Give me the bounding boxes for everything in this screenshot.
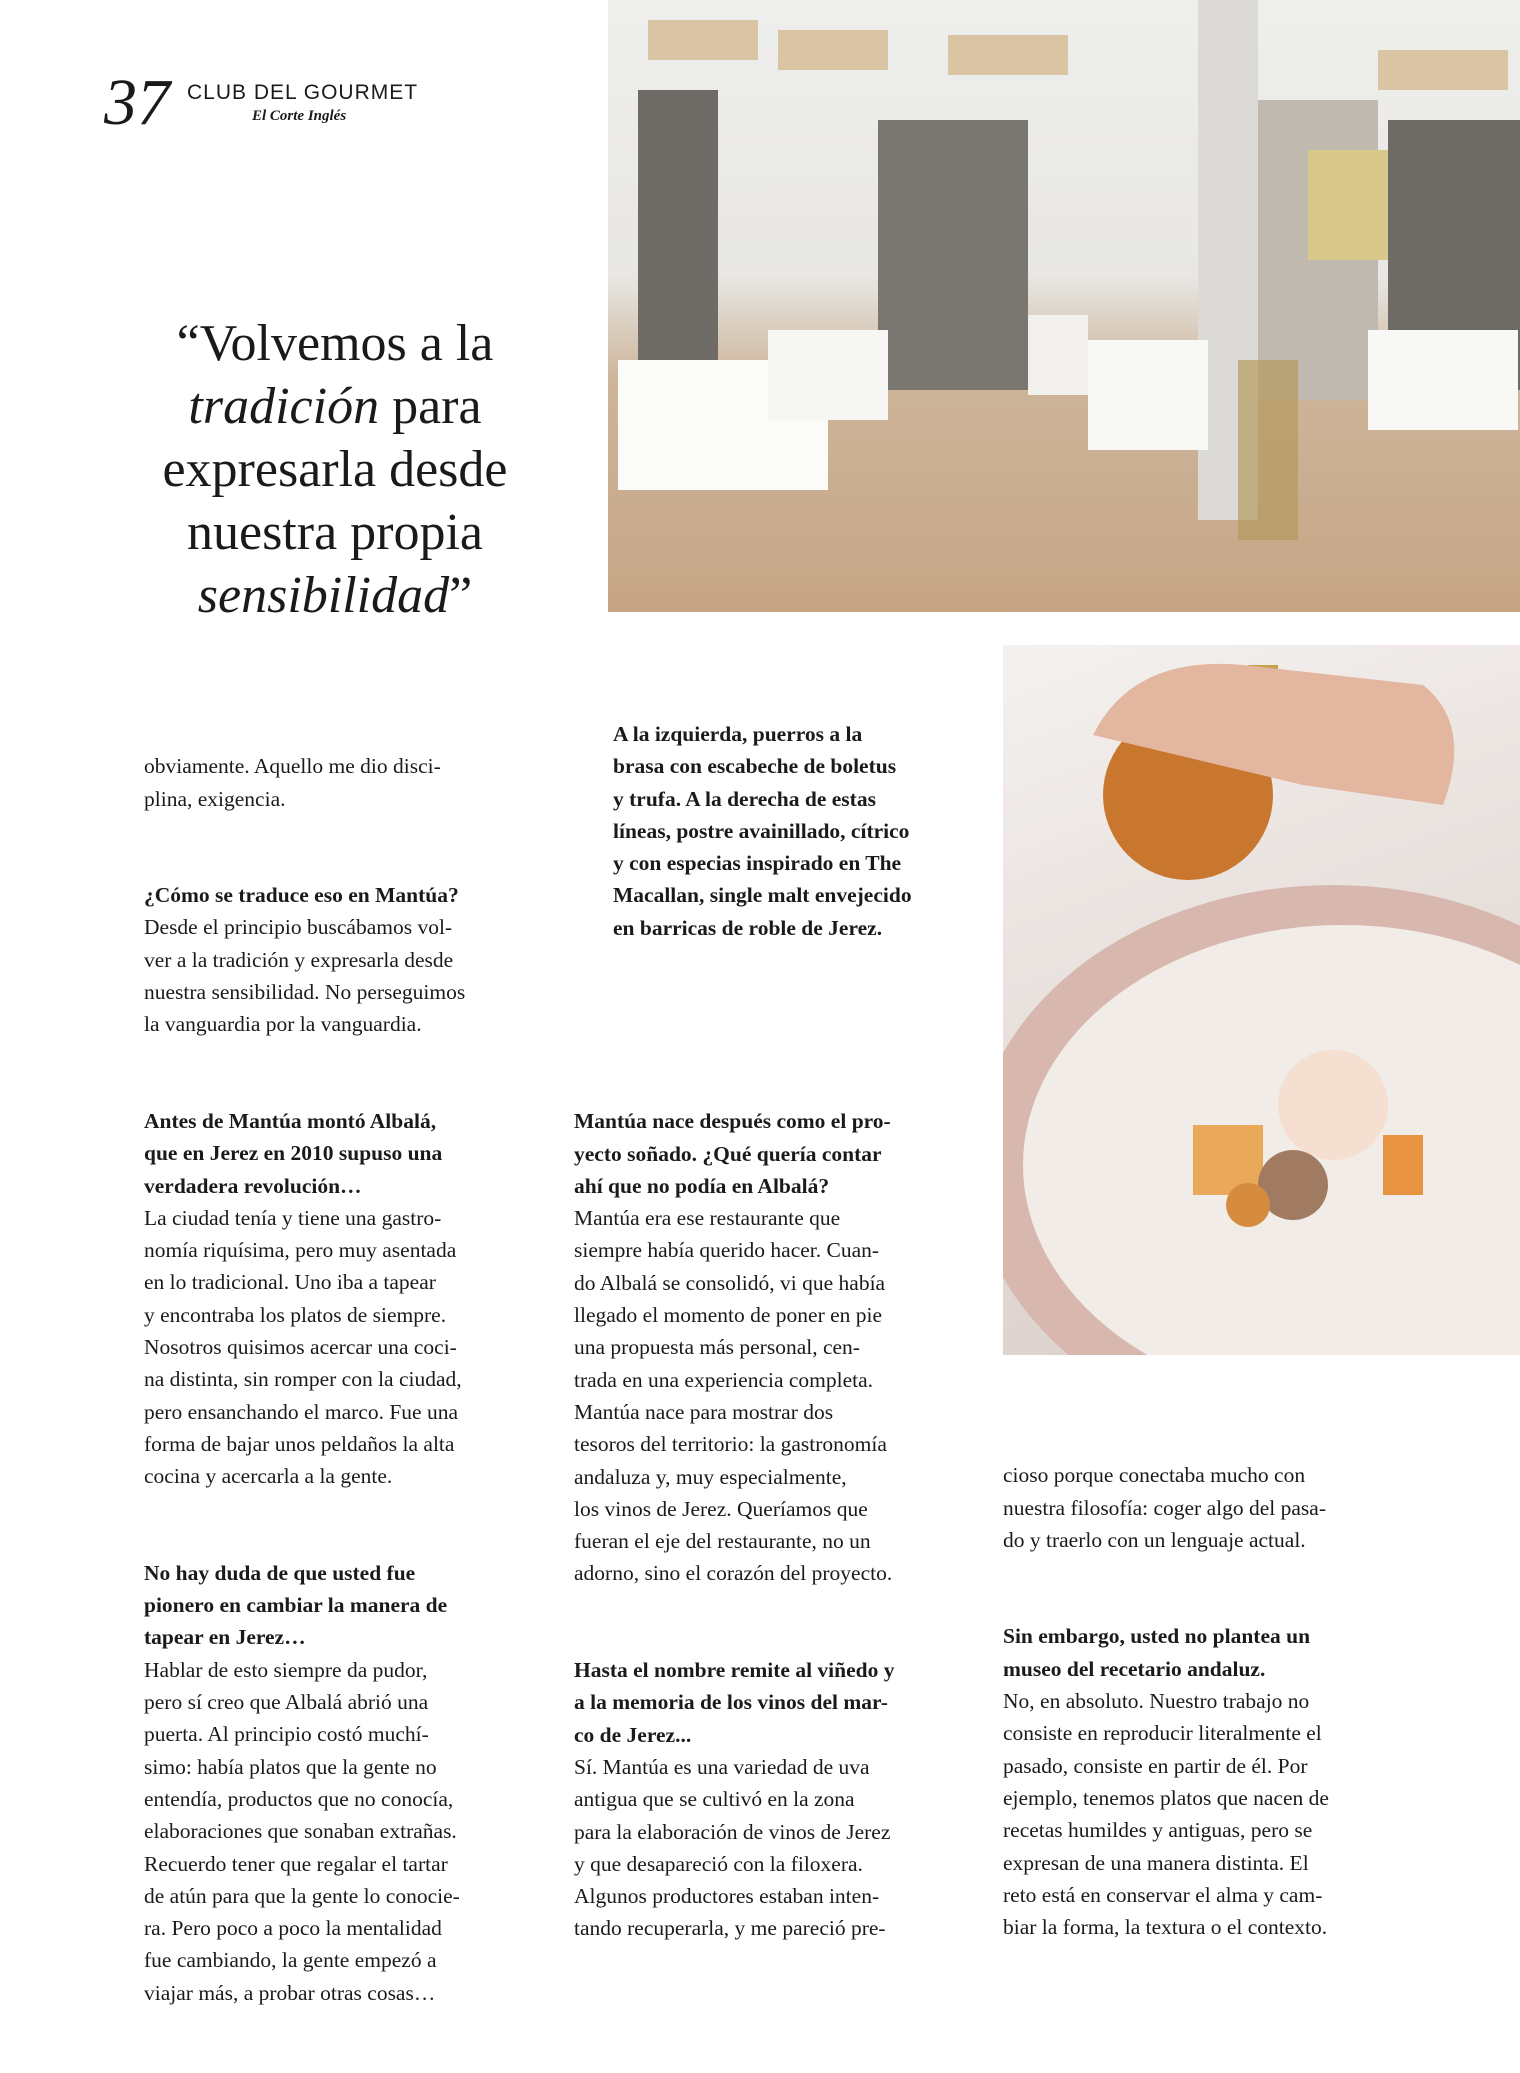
quote-emphasis: sensibilidad [197, 567, 450, 624]
quote-emphasis: tradición [188, 378, 380, 435]
paragraph [144, 1557, 544, 2009]
paragraph [1003, 1459, 1403, 1556]
article-column-2 [574, 1073, 974, 2009]
answer-text: No, en absoluto. Nuestro trabajo no consiste en reproducir literalmente el pasado, consiste en partir de él. Por ejemplo, tenemos platos que nacen de recetas humildes y antiguas, pero se expresan de una manera distinta. El reto está en conservar el alma y cam- biar la forma, la textura o el contexto. [1003, 1689, 1329, 1940]
quote-line: “Volvemos a la [176, 315, 494, 372]
question-text: Sin embargo, usted no plantea un museo del recetario andaluz. [1003, 1624, 1311, 1681]
quote-text: ” [449, 567, 473, 624]
paragraph [574, 1654, 974, 1945]
section-title: CLUB DEL GOURMET [187, 81, 419, 104]
page-number: 37 [104, 66, 170, 139]
paragraph [144, 1105, 544, 1493]
article-column-3 [1003, 1427, 1403, 2008]
question-text: Antes de Mantúa montó Albalá, que en Jerez en 2010 supuso una verdadera revolución… [144, 1108, 443, 1198]
restaurant-dining-room-photo [608, 0, 1520, 612]
quote-line: nuestra propia [186, 504, 483, 561]
question-text: No hay duda de que usted fue pionero en cambiar la manera de tapear en Jerez… [144, 1560, 448, 1650]
answer-text: Sí. Mantúa es una variedad de uva antigua que se cultivó en la zona para la elaboración de vinos de Jerez y que desapareció con la filoxera. Algunos productores estaban inten- tando recuperarla, y me pareció pre- [574, 1754, 891, 1941]
answer-text: Desde el principio buscábamos vol- ver a la tradición y expresarla desde nuestra sensibilidad. No perseguimos la vanguardia por la vanguardia. [144, 915, 466, 1037]
paragraph [574, 1105, 974, 1589]
question-text: Mantúa nace después como el pro- yecto soñado. ¿Qué quería contar ahí que no podía en Albalá? [574, 1109, 891, 1198]
answer-text: La ciudad tenía y tiene una gastro- nomía riquísima, pero muy asentada en lo tradicional. Uno iba a tapear y encontraba los platos de siempre. Nosotros quisimos acercar una coci- na distinta, sin romper con la ciudad, pero ensanchando el marco. Fue una forma de bajar unos peldaños la alta cocina y acercarla a la gente. [144, 1205, 462, 1489]
quote-line [120, 375, 550, 438]
quote-text: para [379, 378, 482, 435]
photo-caption: A la izquierda, puerros a la brasa con escabeche de boletus y trufa. A la derecha de estas líneas, postre avainillado, cítrico y con especias inspirado en The Macallan, single malt envejecido en barricas de roble de Jerez. [613, 722, 912, 940]
question-text: ¿Cómo se traduce eso en Mantúa? [144, 883, 459, 908]
quote-line [120, 564, 550, 627]
paragraph [144, 879, 544, 1040]
answer-text: Hablar de esto siempre da pudor, pero sí creo que Albalá abrió una puerta. Al principio costó muchí- simo: había platos que la gente no entendía, productos que no conocía, elaboraciones que sonaban extrañas. Recuerdo tener que regalar el tartar de atún para que la gente lo conocie- ra. Pero poco a poco la mentalidad fue cambiando, la gente empezó a viajar más, a probar otras cosas… [144, 1657, 460, 2005]
quote-line: expresarla desde [162, 441, 508, 498]
question-text: Hasta el nombre remite al viñedo y a la memoria de los vinos del mar- co de Jerez... [574, 1658, 895, 1747]
answer-text: Mantúa era ese restaurante que siempre había querido hacer. Cuan- do Albalá se consolidó, vi que había llegado el momento de poner en pie una propuesta más personal, cen- trada en una experiencia completa. Mantúa nace para mostrar dos tesoros del territorio: la gastronomía andaluza y, muy especialmente, los vinos de Jerez. Queríamos que fueran el eje del restaurante, no un adorno, sino el corazón del proyecto. [574, 1206, 893, 1586]
paragraph [1003, 1620, 1403, 1943]
paragraph [144, 750, 544, 815]
dessert-plate-photo [1003, 645, 1520, 1355]
pull-quote [120, 312, 550, 627]
article-column-1 [144, 718, 544, 2073]
brand-logo: El Corte Inglés [252, 108, 347, 124]
answer-text: obviamente. Aquello me dio disci- plina, exigencia. [144, 754, 441, 811]
answer-text: cioso porque conectaba mucho con nuestra filosofía: coger algo del pasa- do y traerlo con un lenguaje actual. [1003, 1463, 1326, 1552]
